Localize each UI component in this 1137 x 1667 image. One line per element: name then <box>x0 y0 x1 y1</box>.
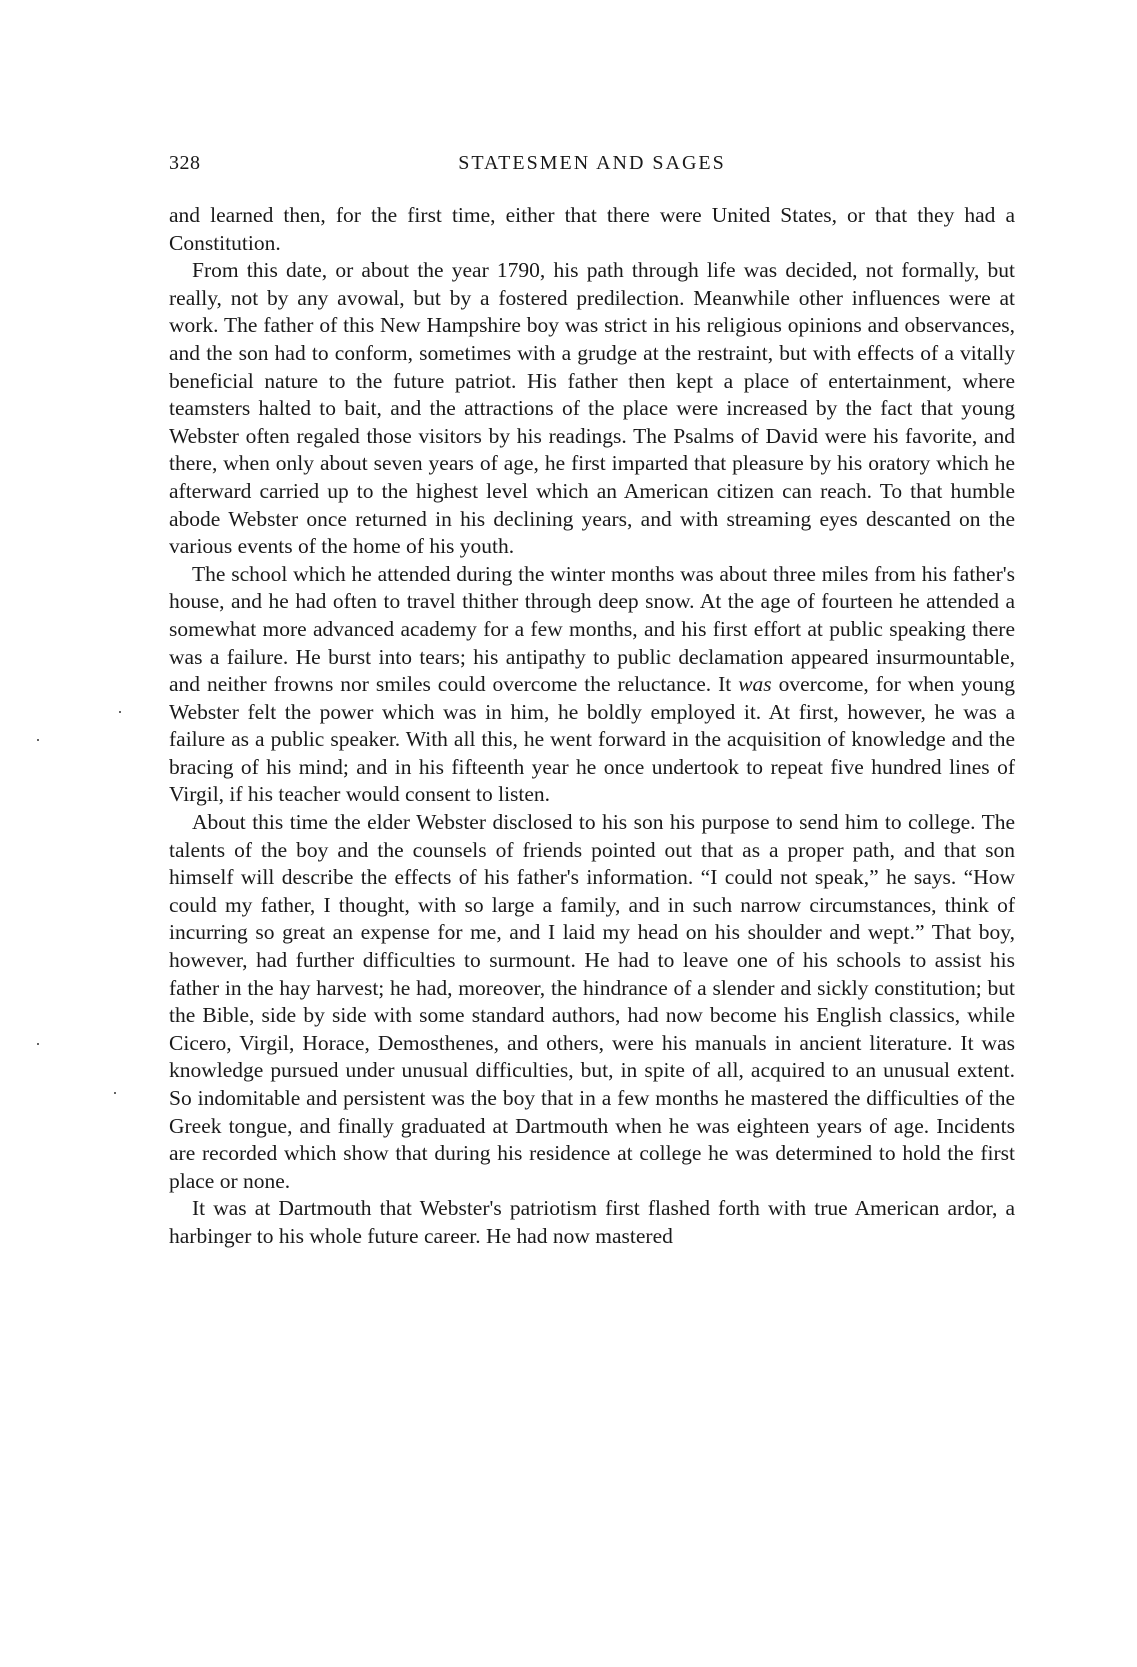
paragraph-3 <box>169 561 1015 809</box>
margin-speck <box>37 739 39 741</box>
body-text <box>169 202 1015 1251</box>
paragraph-1: and learned then, for the first time, either that there were United States, or that they had a Constitution. <box>169 203 1015 255</box>
paragraph-4: About this time the elder Webster disclosed to his son his purpose to send him to college. The talents of the boy and the counsels of friends pointed out that as a proper path, and that son himself will describe the effects of his father's information. “I could not speak,” he says. “How could my father, I thought, with so large a family, and in such narrow circumstances, think of incurring so great an expense for me, and I laid my head on his shoulder and wept.” That boy, however, had further difficulties to surmount. He had to leave one of his schools to assist his father in the hay harvest; he had, moreover, the hindrance of a slender and sickly constitution; but the Bible, side by side with some standard authors, had now become his English classics, while Cicero, Virgil, Horace, Demosthenes, and others, were his manuals in ancient literature. It was knowledge pursued under unusual difficulties, but, in spite of all, acquired to an unusual extent. So indomitable and persistent was the boy that in a few months he mastered the difficulties of the Greek tongue, and finally graduated at Dartmouth when he was eighteen years of age. Incidents are recorded which show that during his residence at college he was determined to hold the first place or none. <box>169 810 1015 1193</box>
margin-speck <box>37 1043 39 1045</box>
running-head <box>169 152 1015 184</box>
running-title: STATESMEN AND SAGES <box>458 152 726 174</box>
margin-speck <box>119 711 121 713</box>
paragraph-3-italic-word: was <box>738 672 772 697</box>
paragraph-3-text-before: The school which he attended during the winter months was about three miles from his father's house, and he had often to travel thither through deep snow. At the age of fourteen he attended a somewhat more advanced academy for a few months, and his first effort at public speaking there was a failure. He burst into tears; his antipathy to public declamation appeared insurmountable, and neither frowns nor smiles could overcome the reluctance. It <box>169 561 1015 697</box>
margin-speck <box>114 1092 116 1094</box>
paragraph-5: It was at Dartmouth that Webster's patriotism first flashed forth with true American ardor, a harbinger to his whole future career. He had now mastered <box>169 1196 1015 1248</box>
page-number: 328 <box>169 152 201 174</box>
paragraph-3-text-after: overcome, for when young Webster felt the power which was in him, he boldly employed it. At first, however, he was a failure as a public speaker. With all this, he went forward in the acquisition of knowledge and the bracing of his mind; and in his fifteenth year he once undertook to repeat five hundred lines of Virgil, if his teacher would consent to listen. <box>169 672 1015 807</box>
paragraph-2: From this date, or about the year 1790, his path through life was decided, not formally, but really, not by any avowal, but by a fostered predilection. Meanwhile other influences were at work. The father of this New Hampshire boy was strict in his religious opinions and observances, and the son had to conform, sometimes with a grudge at the restraint, but with effects of a vitally beneficial nature to the future patriot. His father then kept a place of entertainment, where teamsters halted to bait, and the attractions of the place were increased by the fact that young Webster often regaled those visitors by his readings. The Psalms of David were his favorite, and there, when only about seven years of age, he first imparted that pleasure by his oratory which he afterward carried up to the highest level which an American citizen can reach. To that humble abode Webster once returned in his declining years, and with streaming eyes descanted on the various events of the home of his youth. <box>169 258 1015 559</box>
